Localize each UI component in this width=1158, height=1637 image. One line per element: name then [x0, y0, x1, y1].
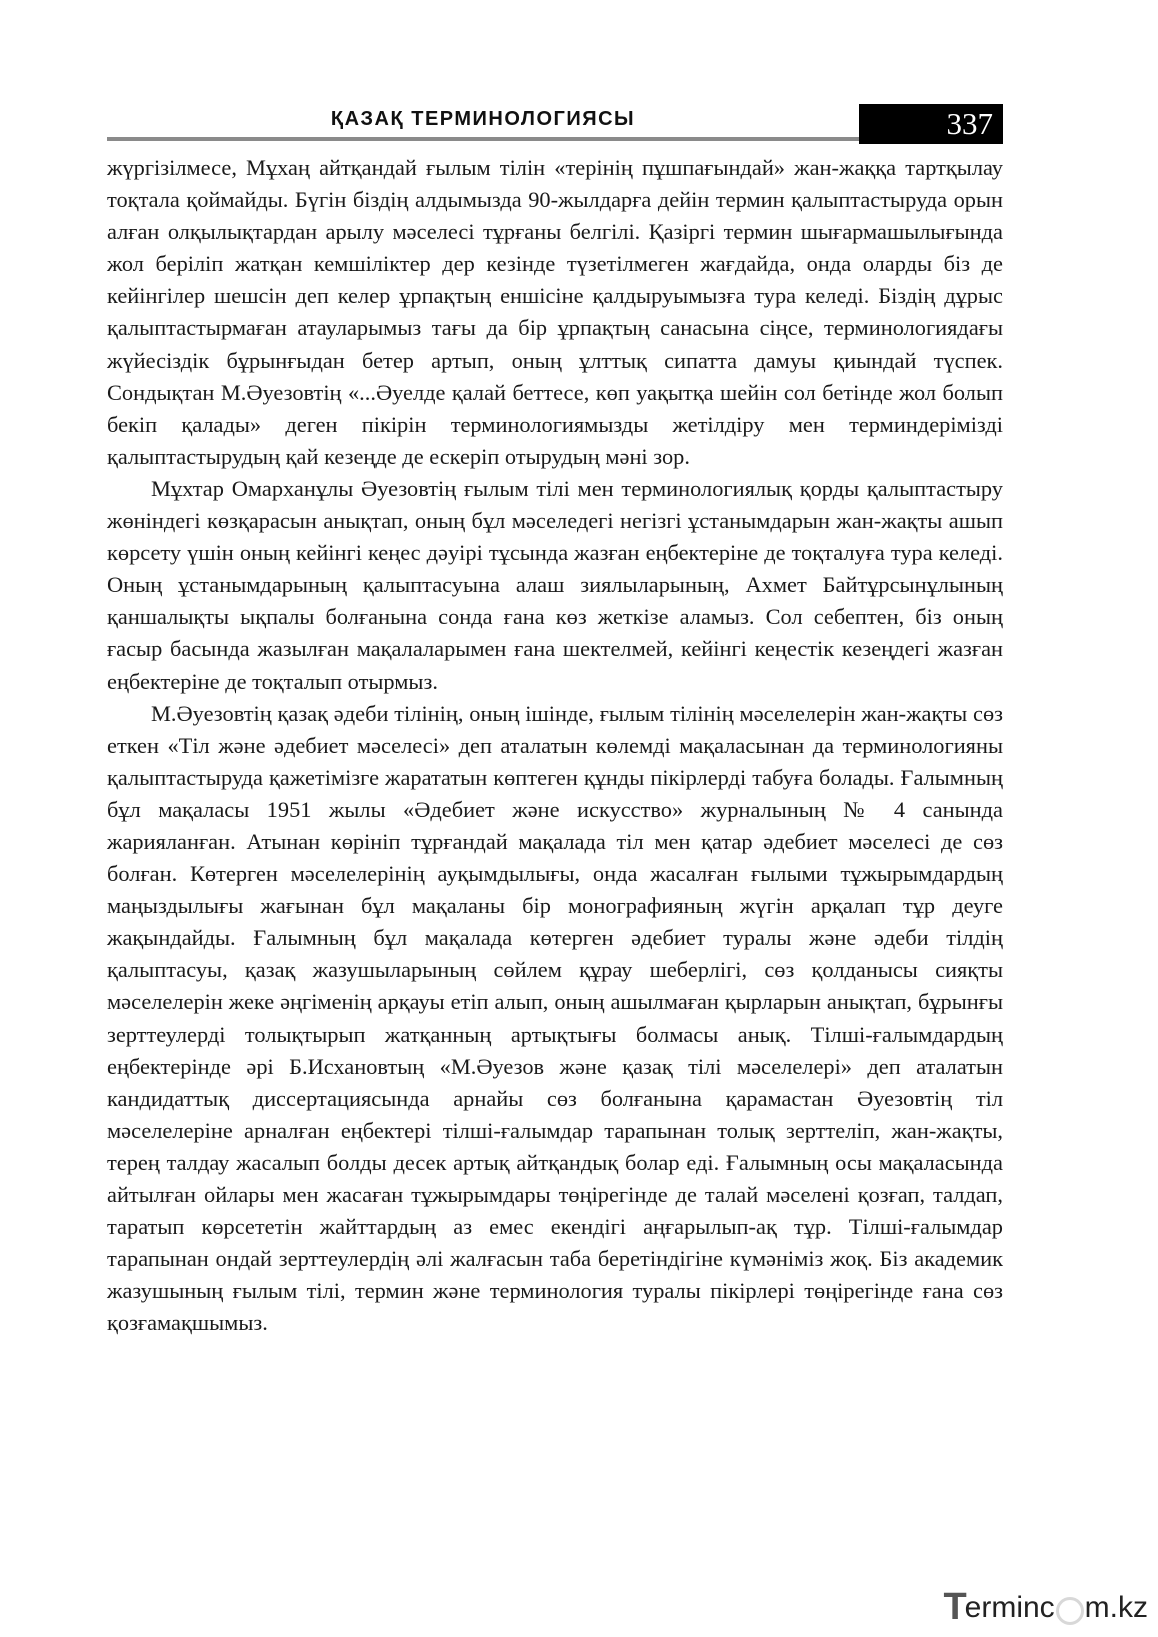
running-header [107, 104, 1003, 144]
paragraph-3: М.Әуезовтің қазақ әдеби тілінің, оның ішінде, ғылым тілінің мәселелерін жан-жақты сөз еткен «Тіл және әдебиет мәселесі» деп аталатын көлемді мақаласынан да терминологияны қалыптастыруда қажетімізге жарататын көптеген құнды пікірлерді табуға болады. Ғалымның бұл мақаласы 1951 жылы «Әдебиет және искусство» журналының № 4 санында жарияланған. Атынан көрініп тұрғандай мақалада тіл мен қатар әдебиет мәселесі де сөз болған. Көтерген мәселелерінің ауқымдылығы, онда жасалған ғылыми тұжырымдардың маңыздылығы жағынан бұл мақаланы бір монографияның жүгін арқалап тұр деуге жақындайды. Ғалымның бұл мақалада көтерген әдебиет туралы және әдеби тілдің қалыптасуы, қазақ жазушыларының сөйлем құрау шеберлігі, сөз қолданысы сияқты мәселелерін жеке әңгіменің арқауы етіп алып, оның ашылмаған қырларын анықтап, бұрынғы зерттеулерді толықтырып жатқанның артықтығы болмасы анық. Тілші-ғалымдардың еңбектерінде әрі Б.Исхановтың «М.Әуезов және қазақ тілі мәселелері» деп аталатын кандидаттық диссертациясында арнайы сөз болғанына қарамастан Әуезовтің тіл мәселелеріне арналған еңбектері тілші-ғалымдар тарапынан толық зерттеліп, жан-жақты, терең талдау жасалып болды десек артық айтқандық болар еді. Ғалымның осы мақаласында айтылған ойлары мен жасаған тұжырымдары төңірегінде де талай мәселені қозғап, талдап, таратып көрсететін жайттардың аз емес екендігі аңғарылып-ақ тұр. Тілші-ғалымдар тарапынан ондай зерттеулердің әлі жалғасын таба беретіндігіне күмәніміз жоқ. Біз академик жазушының ғылым тілі, термин және терминология туралы пікірлері төңірегінде ғана сөз қозғамақшымыз. [107, 700, 1003, 1336]
watermark-text-2: c [1039, 1590, 1055, 1624]
body-text [107, 152, 1003, 1339]
watermark-text-1: ermin [964, 1590, 1040, 1624]
watermark-t: T [943, 1586, 967, 1628]
watermark-text-3: m.kz [1084, 1590, 1148, 1624]
header-rule [107, 137, 859, 141]
paragraph-2: Мұхтар Омарханұлы Әуезовтің ғылым тілі мен терминологиялық қорды қалыптастыру жөніндегі көзқарасын анықтап, оның бұл мәселедегі негізгі ұстанымдарын жан-жақты ашып көрсету үшін оның кейінгі кеңес дәуірі тұсында жазған еңбектеріне де тоқталуға тура келеді. Оның ұстанымдарының қалыптасуына алаш зиялыларының, Ахмет Байтұрсынұлының қаншалықты ықпалы болғанына сонда ғана көз жеткізе аламыз. Сол себептен, біз оның ғасыр басында жазылған мақалаларымен ғана шектелмей, кейінгі кеңестік кезеңдегі жазған еңбектеріне де тоқталып отырмыз. [107, 475, 1003, 694]
page-number-box [859, 104, 1003, 144]
page-number: 337 [946, 106, 993, 141]
watermark-circle-icon [1056, 1597, 1084, 1625]
header-title: ҚАЗАҚ ТЕРМИНОЛОГИЯСЫ [330, 108, 636, 130]
termincom-watermark-logo [943, 1586, 1148, 1629]
paragraph-1: жүргізілмесе, Мұхаң айтқандай ғылым тілін «терінің пұшпағындай» жан-жаққа тартқылау тоқтала қоймайды. Бүгін біздің алдымызда 90-жылдарға дейін термин қалыптастыруда орын алған олқылықтардан арылу мәселесі тұрғаны белгілі. Қазіргі термин шығармашылығында жол беріліп жатқан кемшіліктер дер кезінде түзетілмеген жағдайда, онда оларды біз де кейінгілер шешсін деп келер ұрпақтың еншісіне қалдыруымызға тура келеді. Біздің дұрыс қалыптастырмаған атауларымыз тағы да бір ұрпақтың санасына сіңсе, терминологиядағы жүйесіздік бұрынғыдан бетер артып, оның ұлттық сипатта дамуы қиындай түспек. Сондықтан М.Әуезовтің «...Әуелде қалай беттесе, көп уақытқа шейін сол бетінде жол болып бекіп қалады» деген пікірін терминологиямызды жетілдіру мен терминдерімізді қалыптастырудың қай кезеңде де ескеріп отырудың мәні зор. [107, 155, 1003, 469]
